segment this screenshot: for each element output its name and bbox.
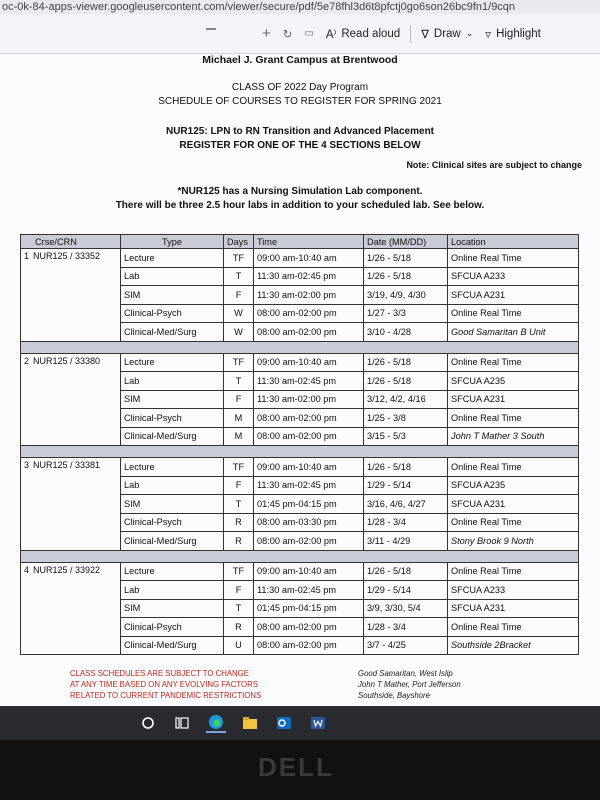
cell-days: M	[224, 409, 254, 428]
section-number: 1	[24, 251, 30, 261]
cell-date: 1/26 - 5/18	[364, 267, 448, 286]
word-icon[interactable]	[308, 713, 328, 733]
table-row	[21, 562, 579, 581]
cell-location: Online Real Time	[448, 513, 579, 532]
highlight-label: Highlight	[496, 27, 541, 40]
cell-days: TF	[224, 562, 254, 581]
add-icon: +	[262, 25, 271, 42]
cell-time: 09:00 am-10:40 am	[254, 562, 364, 581]
cell-location: SFCUA A233	[448, 581, 579, 600]
table-row	[21, 353, 579, 372]
cell-date: 1/28 - 3/4	[364, 513, 448, 532]
cell-location: Online Real Time	[448, 249, 579, 268]
cell-type: Clinical-Psych	[121, 618, 224, 637]
section-divider	[21, 446, 579, 458]
cell-time: 11:30 am-02:00 pm	[254, 286, 364, 305]
cell-days: F	[224, 476, 254, 495]
highlight-button[interactable]	[479, 27, 547, 41]
cell-location: SFCUA A231	[448, 599, 579, 618]
cell-time: 09:00 am-10:40 am	[254, 458, 364, 477]
cell-date: 3/10 - 4/28	[364, 323, 448, 342]
section-number: 4	[24, 564, 30, 575]
cell-date: 1/25 - 3/8	[364, 409, 448, 428]
search-icon[interactable]	[138, 713, 158, 733]
cell-time: 11:30 am-02:45 pm	[254, 372, 364, 391]
schedule-table	[20, 234, 579, 655]
sim-note-2: There will be three 2.5 hour labs in addition to your scheduled lab. See below.	[115, 200, 485, 211]
cell-date: 3/16, 4/6, 4/27	[364, 495, 448, 514]
section-crn: NUR125 / 33381	[33, 460, 101, 470]
table-row	[21, 249, 579, 268]
register-instruction: REGISTER FOR ONE OF THE 4 SECTIONS BELOW	[179, 140, 421, 151]
page-view-button[interactable]	[298, 28, 319, 39]
cell-type: Lab	[121, 581, 224, 600]
column-header: Crse/CRN	[21, 235, 121, 249]
cell-type: Lecture	[121, 249, 224, 268]
warning-line: CLASS SCHEDULES ARE SUBJECT TO CHANGE	[70, 669, 249, 678]
cell-time: 08:00 am-02:00 pm	[254, 618, 364, 637]
cell-location: Good Samaritan B Unit	[448, 323, 579, 342]
cell-time: 09:00 am-10:40 am	[254, 353, 364, 372]
course-title: NUR125: LPN to RN Transition and Advanced Placement	[165, 126, 435, 137]
cell-days: R	[224, 532, 254, 551]
cell-time: 08:00 am-02:00 pm	[254, 636, 364, 655]
cell-location: SFCUA A231	[448, 495, 579, 514]
cell-days: TF	[224, 353, 254, 372]
cell-type: Clinical-Psych	[121, 304, 224, 323]
cell-date: 3/7 - 4/25	[364, 636, 448, 655]
cell-type: Lecture	[121, 353, 224, 372]
site-line: Good Samaritan, West Islip	[358, 669, 453, 678]
cell-type: Lab	[121, 476, 224, 495]
cell-time: 08:00 am-02:00 pm	[254, 304, 364, 323]
section-divider	[21, 550, 579, 562]
cell-days: T	[224, 372, 254, 391]
column-header: Type	[121, 235, 224, 249]
section-cell	[21, 458, 121, 551]
read-aloud-button[interactable]	[320, 27, 406, 41]
cell-date: 1/26 - 5/18	[364, 249, 448, 268]
section-number: 3	[24, 460, 30, 470]
divider-cell	[21, 550, 579, 562]
rotate-button[interactable]	[277, 27, 299, 41]
warning-line: AT ANY TIME BASED ON ANY EVOLVING FACTORS	[70, 680, 258, 689]
cell-time: 11:30 am-02:45 pm	[254, 581, 364, 600]
cell-type: Lab	[121, 372, 224, 391]
divider-cell	[21, 446, 579, 458]
cell-date: 3/11 - 4/29	[364, 532, 448, 551]
table-row	[21, 458, 579, 477]
column-header: Location	[448, 235, 579, 249]
cell-days: TF	[224, 249, 254, 268]
cell-date: 1/26 - 5/18	[364, 353, 448, 372]
cell-days: F	[224, 390, 254, 409]
cell-days: U	[224, 636, 254, 655]
cell-date: 1/29 - 5/14	[364, 476, 448, 495]
cell-date: 3/15 - 5/3	[364, 427, 448, 446]
column-header: Date (MM/DD)	[364, 235, 448, 249]
address-bar[interactable]: oc-0k-84-apps-viewer.googleusercontent.com/viewer/secure/pdf/5e78fhl3d6t8pfctj0go6son26bc9fn1/9cqn	[0, 0, 600, 14]
section-cell	[21, 562, 121, 655]
cell-time: 11:30 am-02:00 pm	[254, 390, 364, 409]
cell-date: 3/19, 4/9, 4/30	[364, 286, 448, 305]
cell-location: SFCUA A231	[448, 390, 579, 409]
cell-location: Online Real Time	[448, 562, 579, 581]
cell-location: SFCUA A233	[448, 267, 579, 286]
highlight-icon: ▿	[485, 28, 492, 41]
cell-date: 3/9, 3/30, 5/4	[364, 599, 448, 618]
edge-icon[interactable]	[206, 713, 226, 733]
read-aloud-icon: A⁾	[325, 28, 337, 41]
section-crn: NUR125 / 33380	[33, 355, 101, 366]
cell-days: W	[224, 323, 254, 342]
section-cell	[21, 353, 121, 446]
toolbar-divider	[410, 25, 411, 43]
taskbar	[0, 706, 600, 740]
task-view-icon[interactable]	[172, 713, 192, 733]
rotate-icon: ↻	[282, 28, 293, 41]
cell-type: Lecture	[121, 458, 224, 477]
column-header: Time	[254, 235, 364, 249]
cell-time: 08:00 am-02:00 pm	[254, 427, 364, 446]
draw-icon: ∇	[421, 28, 429, 41]
cell-type: Lecture	[121, 562, 224, 581]
cell-date: 1/26 - 5/18	[364, 458, 448, 477]
cell-location: Online Real Time	[448, 304, 579, 323]
page-view-icon: ▭	[304, 28, 314, 39]
read-aloud-label: Read aloud	[341, 27, 401, 40]
chevron-down-icon[interactable]: ⌄	[465, 28, 474, 38]
cell-date: 1/26 - 5/18	[364, 372, 448, 391]
cell-days: T	[224, 267, 254, 286]
cell-date: 1/26 - 5/18	[364, 562, 448, 581]
cell-days: W	[224, 304, 254, 323]
cell-days: R	[224, 513, 254, 532]
site-locations	[358, 668, 461, 701]
add-button[interactable]	[256, 25, 277, 42]
zoom-out-icon[interactable]	[206, 28, 216, 30]
cell-time: 11:30 am-02:45 pm	[254, 267, 364, 286]
cell-days: M	[224, 427, 254, 446]
cell-type: Clinical-Med/Surg	[121, 323, 224, 342]
cell-type: Lab	[121, 267, 224, 286]
section-crn: NUR125 / 33352	[33, 251, 101, 261]
cell-location: SFCUA A235	[448, 476, 579, 495]
site-line: John T Mather, Port Jefferson	[358, 680, 461, 689]
cell-location: Online Real Time	[448, 458, 579, 477]
cell-time: 01:45 pm-04:15 pm	[254, 495, 364, 514]
monitor-logo: DELL	[258, 752, 334, 782]
cell-location: Online Real Time	[448, 409, 579, 428]
cell-location: SFCUA A231	[448, 286, 579, 305]
cell-location: SFCUA A235	[448, 372, 579, 391]
cell-type: Clinical-Psych	[121, 409, 224, 428]
cell-time: 08:00 am-02:00 pm	[254, 409, 364, 428]
cell-time: 09:00 am-10:40 am	[254, 249, 364, 268]
cell-location: Stony Brook 9 North	[448, 532, 579, 551]
file-explorer-icon[interactable]	[240, 713, 260, 733]
cell-days: F	[224, 581, 254, 600]
clinical-note: Note: Clinical sites are subject to change	[406, 160, 582, 170]
cell-type: SIM	[121, 599, 224, 618]
draw-label: Draw	[433, 27, 461, 40]
sim-note-1: *NUR125 has a Nursing Simulation Lab component.	[177, 186, 423, 197]
cell-date: 1/27 - 3/3	[364, 304, 448, 323]
program-title: CLASS OF 2022 Day Program	[231, 82, 369, 93]
outlook-icon[interactable]	[274, 713, 294, 733]
pandemic-warning	[70, 668, 261, 701]
schedule-title: SCHEDULE OF COURSES TO REGISTER FOR SPRING 2021	[158, 96, 442, 107]
cell-time: 11:30 am-02:45 pm	[254, 476, 364, 495]
cell-time: 08:00 am-03:30 pm	[254, 513, 364, 532]
section-number: 2	[24, 355, 30, 366]
pdf-toolbar	[0, 14, 600, 54]
cell-type: Clinical-Psych	[121, 513, 224, 532]
cell-type: SIM	[121, 495, 224, 514]
cell-type: SIM	[121, 390, 224, 409]
cell-date: 1/29 - 5/14	[364, 581, 448, 600]
site-line: Southside, Bayshore	[358, 691, 430, 700]
cell-location: Online Real Time	[448, 353, 579, 372]
cell-type: Clinical-Med/Surg	[121, 636, 224, 655]
draw-button[interactable]	[415, 27, 479, 41]
divider-cell	[21, 341, 579, 353]
cell-time: 01:45 pm-04:15 pm	[254, 599, 364, 618]
cell-date: 3/12, 4/2, 4/16	[364, 390, 448, 409]
campus-title: Michael J. Grant Campus at Brentwood	[202, 54, 398, 66]
cell-time: 08:00 am-02:00 pm	[254, 532, 364, 551]
column-header: Days	[224, 235, 254, 249]
cell-days: T	[224, 599, 254, 618]
cell-days: TF	[224, 458, 254, 477]
cell-location: Southside 2Bracket	[448, 636, 579, 655]
cell-date: 1/28 - 3/4	[364, 618, 448, 637]
cell-type: SIM	[121, 286, 224, 305]
table-header-row	[21, 235, 579, 249]
section-cell	[21, 249, 121, 342]
cell-type: Clinical-Med/Surg	[121, 532, 224, 551]
cell-location: John T Mather 3 South	[448, 427, 579, 446]
cell-type: Clinical-Med/Surg	[121, 427, 224, 446]
section-divider	[21, 341, 579, 353]
warning-line: RELATED TO CURRENT PANDEMIC RESTRICTIONS	[70, 691, 262, 700]
cell-days: R	[224, 618, 254, 637]
cell-location: Online Real Time	[448, 618, 579, 637]
section-crn: NUR125 / 33922	[33, 564, 101, 575]
cell-days: F	[224, 286, 254, 305]
cell-time: 08:00 am-02:00 pm	[254, 323, 364, 342]
cell-days: T	[224, 495, 254, 514]
